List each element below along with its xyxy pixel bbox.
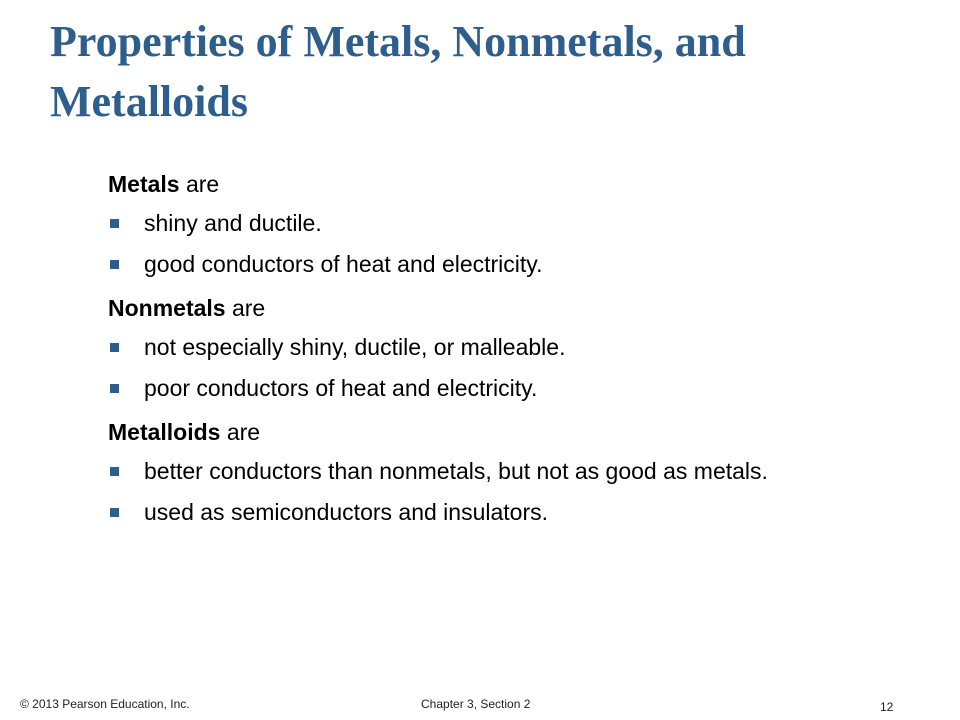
section-heading [108, 170, 908, 198]
bullet-text: shiny and ductile. [144, 210, 322, 236]
section-metals [108, 170, 908, 280]
section-heading [108, 294, 908, 322]
bullet-item [108, 249, 908, 280]
section-term: Metals [108, 171, 180, 197]
footer-chapter: Chapter 3, Section 2 [421, 697, 531, 711]
section-metalloids [108, 418, 908, 528]
square-bullet-icon [110, 219, 119, 228]
square-bullet-icon [110, 508, 119, 517]
square-bullet-icon [110, 260, 119, 269]
bullet-item [108, 208, 908, 239]
bullet-text: poor conductors of heat and electricity. [144, 375, 538, 401]
bullet-list [108, 208, 908, 280]
slide-title: Properties of Metals, Nonmetals, and Metalloids [50, 17, 746, 126]
bullet-list [108, 332, 908, 404]
page-number: 12 [880, 700, 894, 714]
slide-content [108, 170, 908, 538]
section-suffix: are [179, 171, 220, 197]
section-heading [108, 418, 908, 446]
square-bullet-icon [110, 467, 119, 476]
bullet-item [108, 373, 908, 404]
bullet-item [108, 332, 908, 363]
section-suffix: are [225, 295, 266, 321]
bullet-text: not especially shiny, ductile, or malleable. [144, 334, 566, 360]
bullet-item [108, 456, 908, 487]
section-term: Nonmetals [108, 295, 226, 321]
bullet-list [108, 456, 908, 528]
bullet-text: better conductors than nonmetals, but not as good as metals. [144, 458, 768, 484]
section-suffix: are [220, 419, 261, 445]
square-bullet-icon [110, 384, 119, 393]
bullet-text: used as semiconductors and insulators. [144, 499, 548, 525]
bullet-item [108, 497, 908, 528]
square-bullet-icon [110, 343, 119, 352]
footer-copyright: © 2013 Pearson Education, Inc. [20, 697, 190, 711]
section-nonmetals [108, 294, 908, 404]
section-term: Metalloids [108, 419, 221, 445]
bullet-text: good conductors of heat and electricity. [144, 251, 543, 277]
